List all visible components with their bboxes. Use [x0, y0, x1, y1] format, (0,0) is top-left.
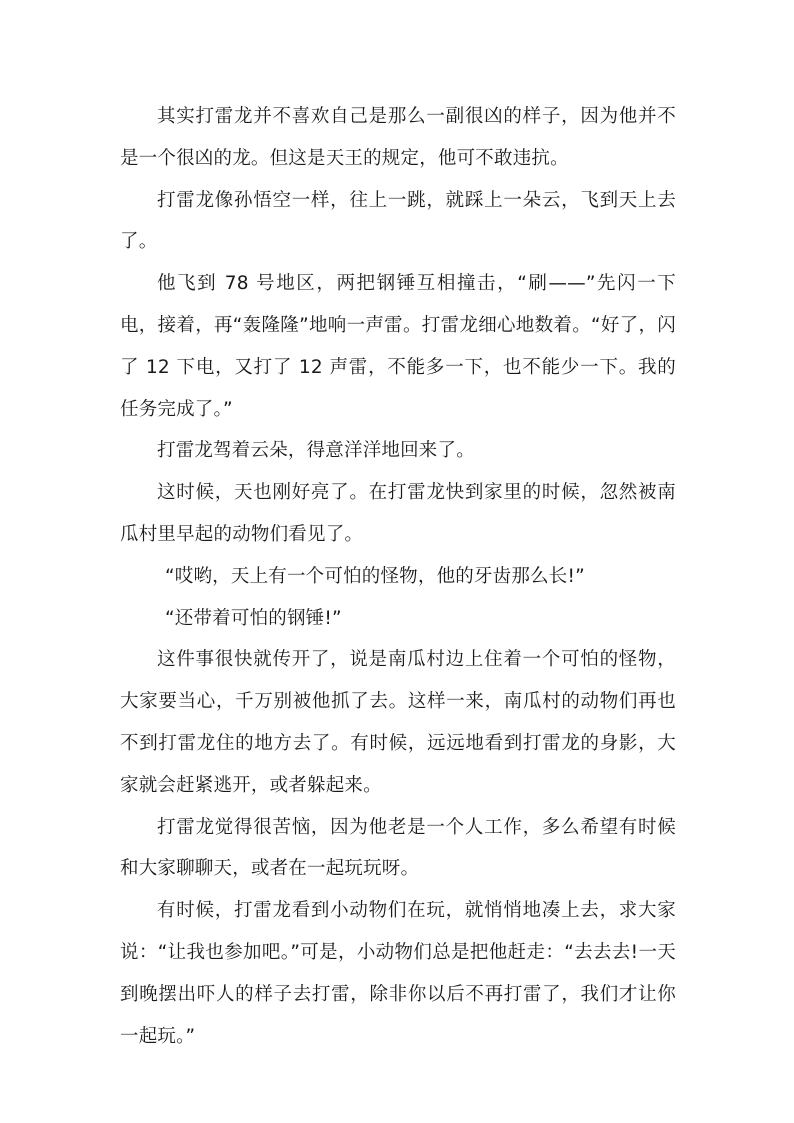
dialogue-line-1: “哎哟，天上有一个可怕的怪物，他的牙齿那么长!”: [165, 565, 585, 587]
paragraph-2: 打雷龙像孙悟空一样，往上一跳，就踩上一朵云，飞到天上去了。: [120, 189, 676, 253]
paragraph-6: 这件事很快就传开了，说是南瓜村边上住着一个可怕的怪物，大家要当心，千万别被他抓了去。这样一来，南瓜村的动物们再也不到打雷龙住的地方去了。有时候，远远地看到打雷龙的身影，大家就会赶紧逃开，或者躲起来。: [120, 649, 676, 796]
paragraph-3: 他飞到 78 号地区，两把钢锤互相撞击，“刷——”先闪一下电，接着，再“轰隆隆”地响一声雷。打雷龙细心地数着。“好了，闪了 12 下电，又打了 12 声雷，不能多一下，也不能少一下。我的任务完成了。”: [120, 273, 676, 420]
dialogue-line-2: “还带着可怕的钢锤!”: [165, 607, 342, 629]
paragraph-7: 打雷龙觉得很苦恼，因为他老是一个人工作，多么希望有时候和大家聊聊天，或者在一起玩玩呀。: [120, 816, 676, 880]
document-body: [120, 96, 676, 1057]
paragraph-8: 有时候，打雷龙看到小动物们在玩，就悄悄地凑上去，求大家说：“让我也参加吧。”可是，小动物们总是把他赶走：“去去去!一天到晚摆出吓人的样子去打雷，除非你以后不再打雷了，我们才让你一起玩。”: [120, 900, 676, 1047]
paragraph-4: 打雷龙驾着云朵，得意洋洋地回来了。: [157, 440, 475, 462]
paragraph-1: 其实打雷龙并不喜欢自己是那么一副很凶的样子，因为他并不是一个很凶的龙。但这是天王的规定，他可不敢违抗。: [120, 106, 676, 169]
paragraph-5: 这时候，天也刚好亮了。在打雷龙快到家里的时候，忽然被南瓜村里早起的动物们看见了。: [120, 482, 676, 545]
